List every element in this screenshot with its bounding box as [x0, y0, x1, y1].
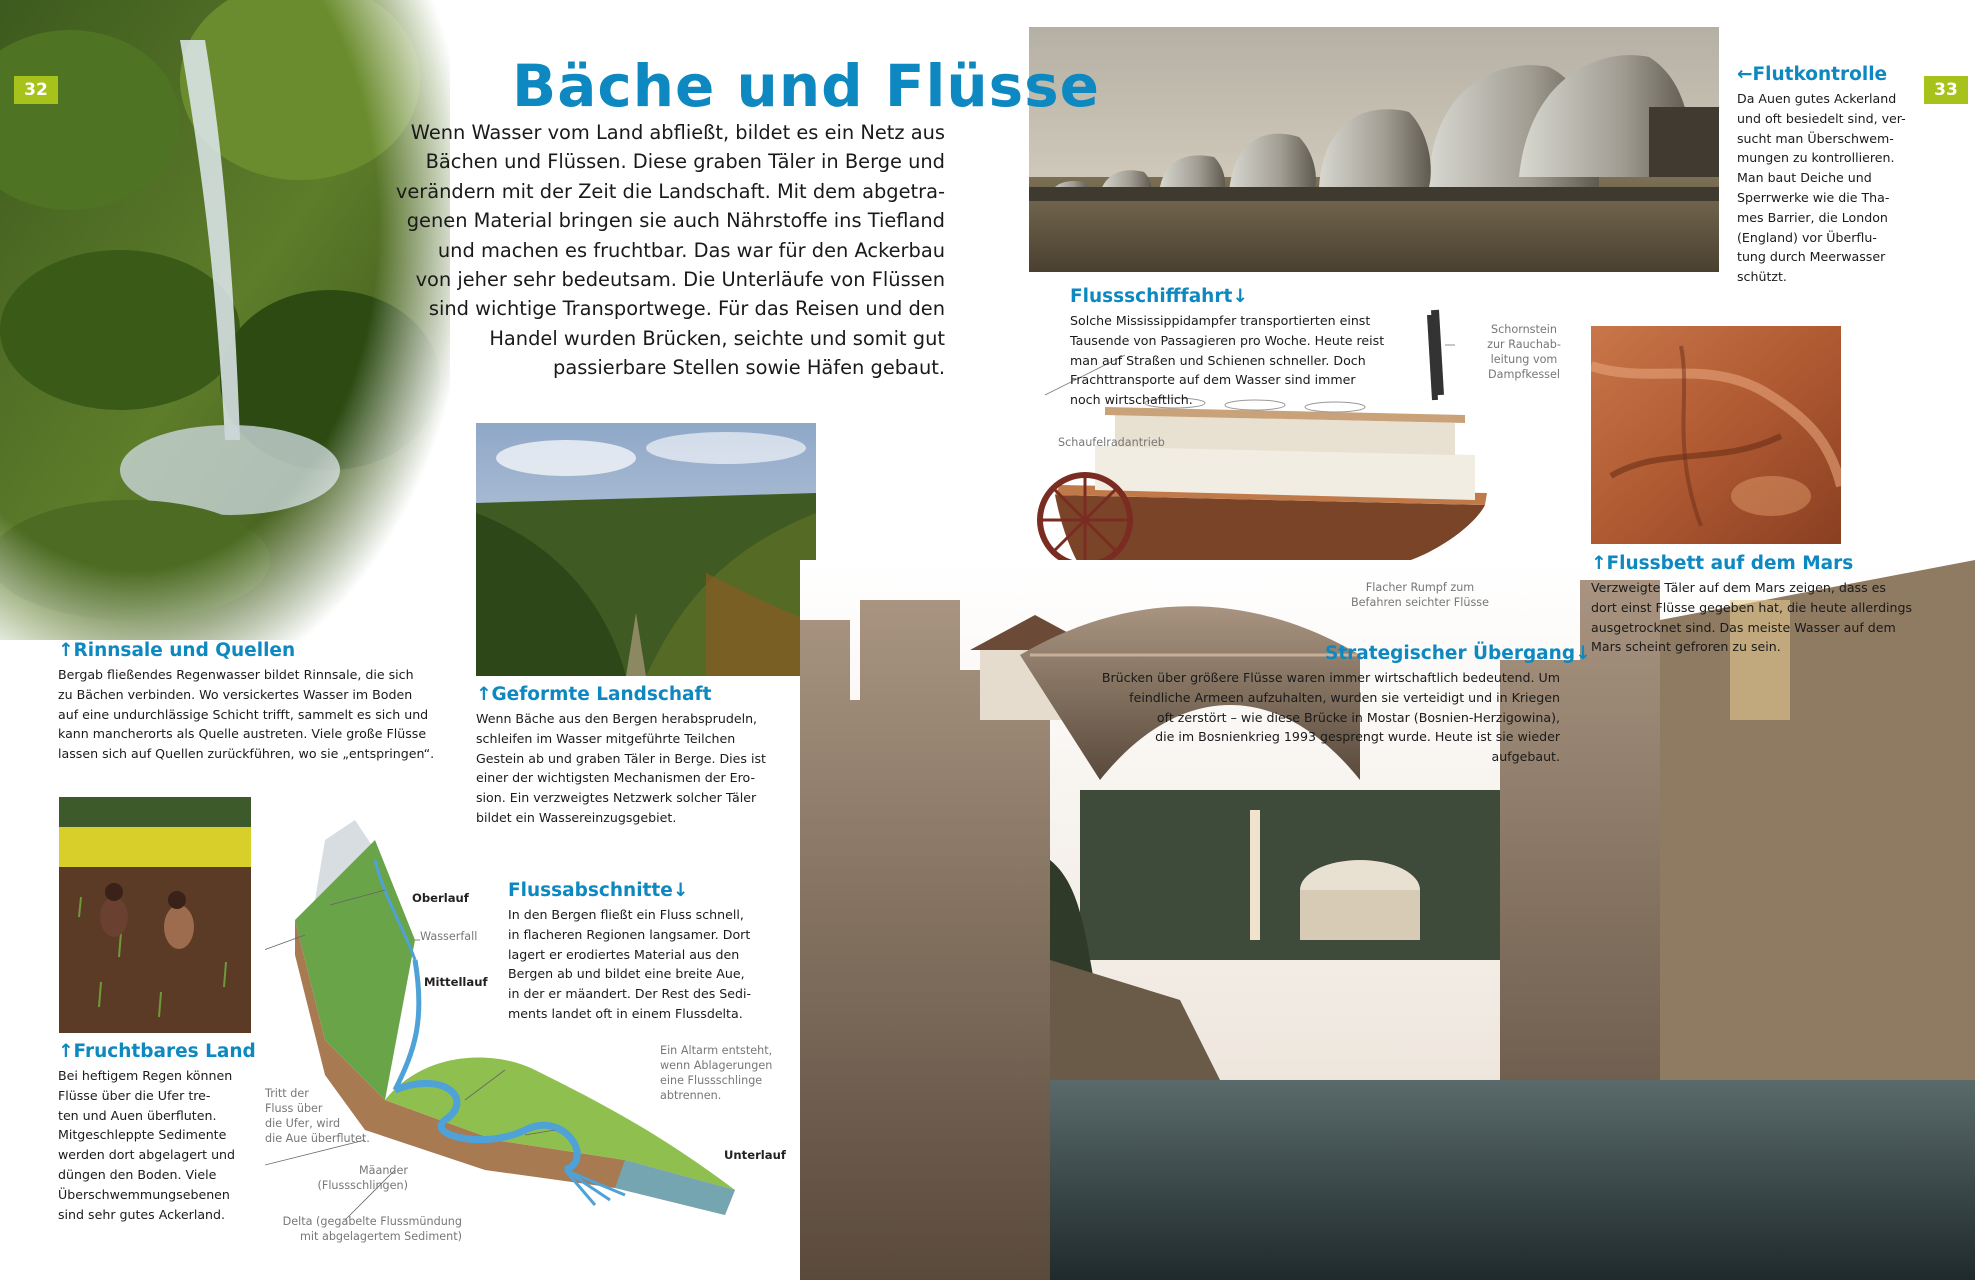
mars-text: Verzweigte Täler auf dem Mars zeigen, dass es dort einst Flüsse gegeben hat, die heute allerdings ausgetrocknet sind. Das meiste Wasser auf dem Mars scheint gefroren zu sein. — [1591, 580, 1913, 655]
uebergang-text: Brücken über größere Flüsse waren immer wirtschaftlich bedeutend. Um feindliche Armeen aufzuhalten, wurden sie verteidigt und in Kriegen oft zerstört – wie diese Brücke in Mostar (Bosnien-Herzigowina), die im Bosnienkrieg 1993 gesprengt wurde. Heute ist sie wieder aufgebaut. — [1101, 670, 1560, 765]
label-mittellauf: Mittellauf — [424, 975, 488, 989]
fruchtbar-text: Bei heftigem Regen können Flüsse über die Ufer tre- ten und Auen überfluten. Mitgeschleppte Sedimente werden dort abgelagert und düngen den Boden. Viele Überschwemmungsebenen sind sehr gutes Ackerland. — [58, 1068, 236, 1222]
fruchtbar-heading: ↑Fruchtbares Land — [58, 1041, 256, 1062]
page-number-left: 32 — [14, 76, 58, 104]
label-delta: Delta (gegabelte Flussmündung mit abgelagertem Sediment) — [282, 1215, 462, 1243]
label-schornstein: Schornstein zur Rauchab- leitung vom Dampfkessel — [1487, 323, 1561, 381]
valley-photo — [476, 423, 816, 676]
flutkontrolle-heading: ←Flutkontrolle — [1737, 64, 1888, 85]
label-maeander: Mäander (Flussschlingen) — [317, 1164, 408, 1192]
field-photo — [59, 797, 251, 1033]
abschnitte-text: In den Bergen fließt ein Fluss schnell, in flacheren Regionen langsamer. Dort lagert er erodiertes Material aus den Bergen ab und bildet eine breite Aue, in der er mäandert. Der Rest des Sedi- ments landet oft in einem Flussdelta. — [508, 907, 752, 1021]
mars-photo — [1591, 326, 1841, 544]
flutkontrolle-text: Da Auen gutes Ackerland und oft besiedelt sind, ver- sucht man Überschwem- mungen zu kontrollieren. Man baut Deiche und Sperrwerke wie die Tha- mes Barrier, die London (England) vor Überflu- tung durch Meerwasser schützt. — [1737, 91, 1906, 285]
intro-text: Wenn Wasser vom Land abfließt, bildet es ein Netz aus Bächen und Flüssen. Diese graben Täler in Berge und verändern mit der Zeit die Landschaft. Mit dem abgetra- genen Material bringen sie auch Nährstoffe ins Tiefland und machen es fruchtbar. Das war für den Ackerbau von jeher sehr bedeutsam. Die Unterläufe von Flüssen sind wichtige Transportwege. Für das Reisen und den Handel wurden Brücken, seichte und somit gut passierbare Stellen sowie Häfen gebaut. — [395, 121, 945, 380]
abschnitte-heading: Flussabschnitte↓ — [508, 880, 689, 901]
landschaft-text: Wenn Bäche aus den Bergen herabsprudeln, schleifen im Wasser mitgeführte Teilchen Gestein ab und graben Täler in Berge. Dies ist einer der wichtigsten Mechanismen der Ero- sion. Ein verzweigtes Netzwerk solcher Täler bildet ein Wassereinzugsgebiet. — [476, 711, 766, 825]
label-altarm: Ein Altarm entsteht, wenn Ablagerungen eine Flussschlinge abtrennen. — [660, 1044, 773, 1102]
label-oberlauf: Oberlauf — [412, 891, 469, 905]
page-number-right: 33 — [1924, 76, 1968, 104]
label-schaufelrad: Schaufelradantrieb — [1058, 436, 1165, 449]
label-wasserfall: Wasserfall — [420, 930, 478, 943]
label-rumpf: Flacher Rumpf zum Befahren seichter Flüsse — [1351, 581, 1489, 609]
label-tritt: Tritt der Fluss über die Ufer, wird die Aue überflutet. — [265, 1087, 370, 1145]
mars-heading: ↑Flussbett auf dem Mars — [1591, 553, 1854, 574]
rinnsale-text: Bergab fließendes Regenwasser bildet Rinnsale, die sich zu Bächen verbinden. Wo versickertes Wasser im Boden auf eine undurchlässige Schicht trifft, sammelt es sich und kann mancherorts als Quelle austreten. Viele große Flüsse lassen sich auf Quellen zurückführen, wo sie „entspringen“. — [58, 667, 435, 762]
label-unterlauf: Unterlauf — [724, 1148, 786, 1162]
schifffahrt-text: Solche Mississippidampfer transportierten einst Tausende von Passagieren pro Woche. Heute reist man auf Straßen und Schienen schneller. Doch Frachttransporte auf dem Wasser sind immer noch wirtschaftlich. — [1070, 313, 1385, 408]
rinnsale-heading: ↑Rinnsale und Quellen — [58, 640, 296, 661]
uebergang-heading: Strategischer Übergang↓ — [1325, 643, 1591, 664]
thames-barrier-photo — [1029, 27, 1719, 272]
landschaft-heading: ↑Geformte Landschaft — [476, 684, 712, 705]
page-title: Bäche und Flüsse — [512, 52, 1101, 120]
schifffahrt-heading: Flussschifffahrt↓ — [1070, 286, 1248, 307]
